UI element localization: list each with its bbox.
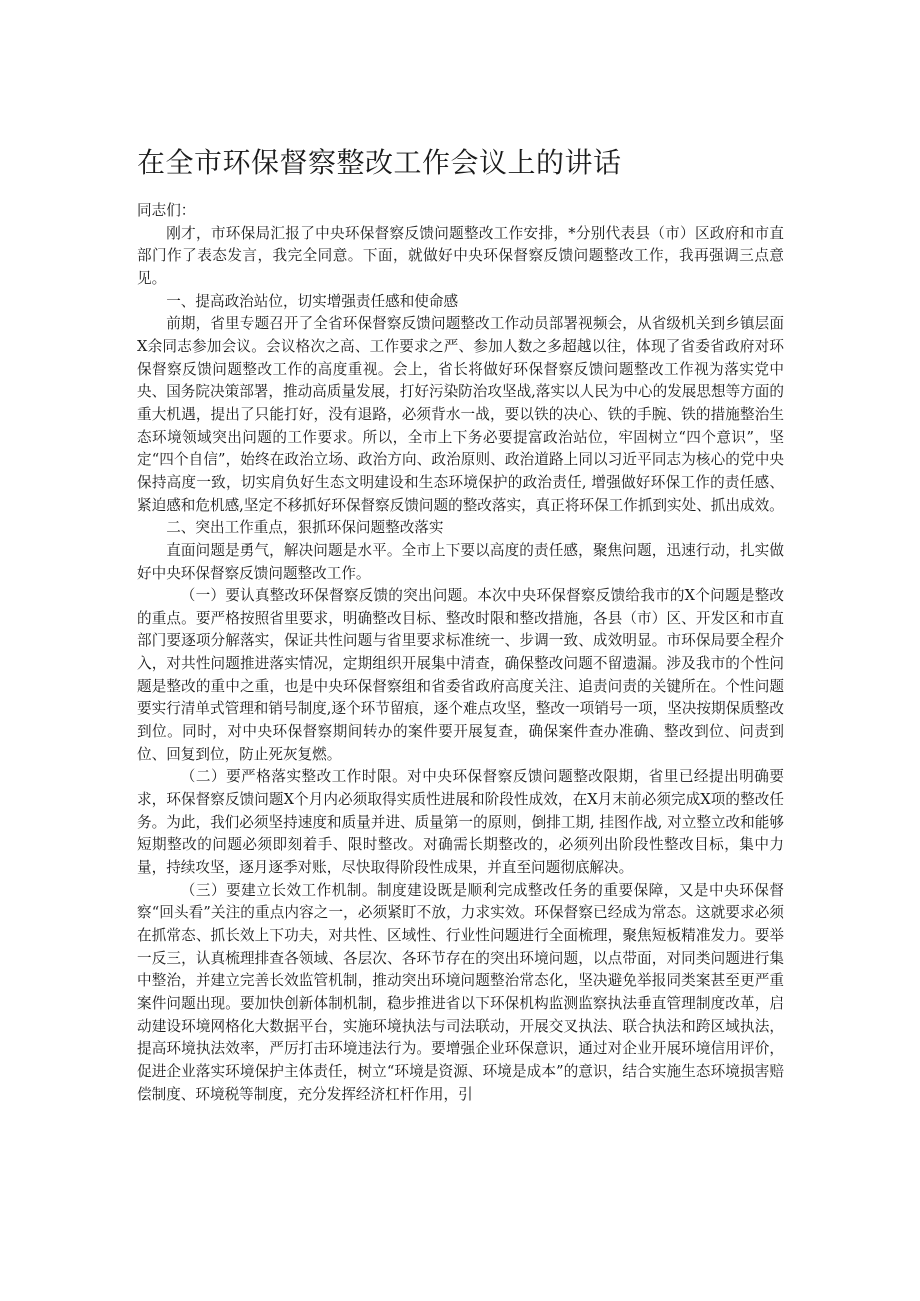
paragraph-section-2: 直面问题是勇气，解决问题是水平。全市上下要以高度的责任感，聚焦问题，迅速行动，扎实做好中央环保督察反馈问题整改工作。 — [137, 541, 784, 582]
salutation: 同志们： — [137, 202, 196, 219]
document-body — [137, 200, 784, 1106]
paragraph-item-1: （一）要认真整改环保督察反馈的突出问题。本次中央环保督察反馈给我市的X个问题是整改的重点。要严格按照省里要求，明确整改目标、整改时限和整改措施，各县（市）区、开发区和市直部门要逐项分解落实，保证共性问题与省里要求标准统一、步调一致、成效明显。市环保局要全程介入，对共性问题推进落实情况，定期组织开展集中清查，确保整改问题不留遗漏。涉及我市的个性问题是整改的重中之重，也是中央环保督察组和省委省政府高度关注、追责问责的关键所在。个性问题要实行清单式管理和销号制度,逐个环节留痕，逐个难点攻坚，整改一项销号一项，坚决按期保质整改到位。同时，对中央环保督察期间转办的案件要开展复查，确保案件查办准确、整改到位、问责到位、回复到位，防止死灰复燃。 — [137, 587, 784, 763]
section-heading-1: 一、提高政治站位，切实增强责任感和使命感 — [166, 292, 459, 310]
section-heading-2: 二、突出工作重点，狠抓环保问题整改落实 — [166, 519, 444, 537]
paragraph-section-1: 前期，省里专题召开了全省环保督察反馈问题整改工作动员部署视频会，从省级机关到乡镇层面X余同志参加会议。会议格次之高、工作要求之严、参加人数之多超越以往，体现了省委省政府对环保督察反馈问题整改工作的高度重视。会上，省长将做好环保督察反馈问题整改工作视为落实党中央、国务院决策部署，推动高质量发展，打好污染防治攻坚战,落实以人民为中心的发展思想等方面的重大机遇，提出了只能打好，没有退路，必须背水一战，要以铁的决心、铁的手腕、铁的措施整治生态环境领域突出问题的工作要求。所以，全市上下务必要提富政治站位，牢固树立“四个意识”，坚定“四个自信”，始终在政治立场、政治方向、政治原则、政治道路上同以习近平同志为核心的党中央保持高度一致，切实肩负好生态文明建设和生态环境保护的政治责任, 增强做好环保工作的责任感、紧迫感和危机感,坚定不移抓好环保督察反馈问题的整改落实，真正将环保工作抓到实处、抓出成效。 — [137, 315, 784, 514]
paragraph-intro: 刚才，市环保局汇报了中央环保督察反馈问题整改工作安排，*分别代表县（市）区政府和市直部门作了表态发言，我完全同意。下面，就做好中央环保督察反馈问题整改工作，我再强调三点意见。 — [137, 224, 784, 287]
document-title: 在全市环保督察整改工作会议上的讲话 — [137, 146, 622, 179]
paragraph-item-3: （三）要建立长效工作机制。制度建设既是顺利完成整改任务的重要保障，又是中央环保督察“回头看”关注的重点内容之一，必须紧盯不放，力求实效。环保督察已经成为常态。这就要求必须在抓常态、抓长效上下功夫，对共性、区域性、行业性问题进行全面梳理，聚焦短板精准发力。要举一反三，认真梳理排查各领域、各层次、各环节存在的突出环境问题，以点带面，对同类问题进行集中整治，并建立完善长效监管机制，推动突出环境问题整治常态化，坚决避免举报同类案甚至更严重案件问题出现。要加快创新体制机制，稳步推进省以下环保机构监测监察执法垂直管理制度改革，启动建设环境网格化大数据平台，实施环境执法与司法联动，开展交叉执法、联合执法和跨区域执法，提高环境执法效率，严厉打击环境违法行为。要增强企业环保意识，通过对企业开展环境信用评价，促进企业落实环境保护主体责任，树立“环境是资源、环境是成本”的意识，结合实施生态环境损害赔偿制度、环境税等制度，充分发挥经济杠杆作用，引 — [137, 881, 784, 1103]
paragraph-item-2: （二）要严格落实整改工作时限。对中央环保督察反馈问题整改限期，省里已经提出明确要求，环保督察反馈问题X个月内必须取得实质性进展和阶段性成效，在X月末前必须完成X项的整改任务。为此，我们必须坚持速度和质量并进、质量第一的原则，倒排工期, 挂图作战, 对立整立改和能够短期整改的问题必须即刻着手、限时整改。对确需长期整改的，必须列出阶段性整改目标，集中力量，持续攻坚，逐月逐季对账，尽快取得阶段性成果，并直至问题彻底解决。 — [137, 768, 784, 877]
